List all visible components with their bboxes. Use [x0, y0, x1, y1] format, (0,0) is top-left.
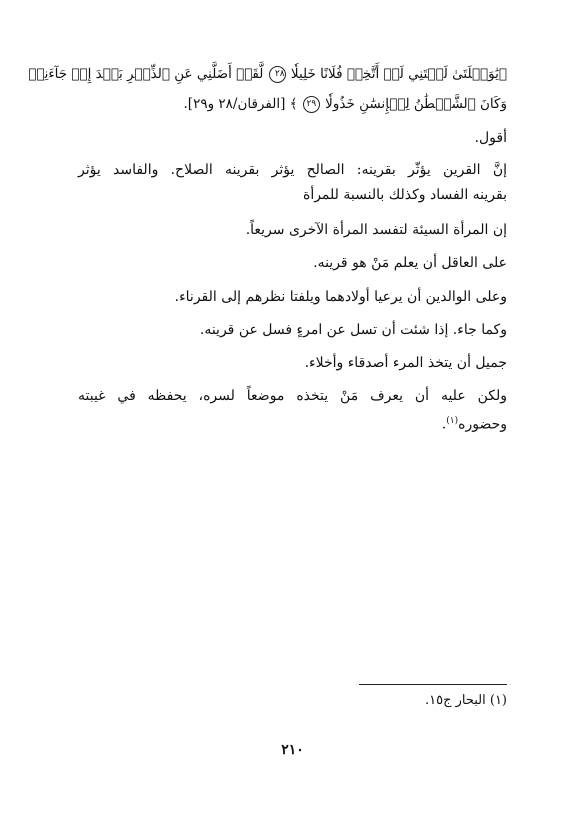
footnote-divider [359, 684, 507, 685]
paragraph-aqul: أقول. [474, 130, 507, 146]
paragraph-3: على العاقل أن يعلم مَنْ هو قرينه. [313, 255, 507, 271]
verse-text: ﴿يَٰوَيۡلَتَىٰ لَيۡتَنِي لَمۡ أَتَّخِذۡ فُلَانًا خَلِيلٗا [290, 66, 507, 82]
paragraph-7-line-2 [78, 411, 507, 435]
paragraph-7-text: وحضوره [458, 416, 507, 433]
footnote-reference: (١) [446, 416, 459, 426]
verse-text: وَكَانَ ٱلشَّيۡطَٰنُ لِلۡإِنسَٰنِ خَذُولٗا [325, 96, 507, 112]
verse-text: لَّقَدۡ أَضَلَّنِي عَنِ ٱلذِّكۡرِ بَعۡدَ إِذۡ جَآءَنِيۗ [28, 66, 264, 82]
page-number: ٢١٠ [281, 742, 304, 758]
paragraph-1-line-1: إنَّ القرين يؤثّر بقرينه: الصالح يؤثر بقرينه الصلاح. والفاسد يؤثر [78, 162, 507, 178]
quran-verse-line-2 [78, 94, 507, 114]
paragraph-7-line-1: ولكن عليه أن يعرف مَنْ يتخذه موضعاً لسره، يحفظه في غيبته [78, 388, 507, 404]
ayah-number-marker: ٢٨ [269, 66, 286, 83]
ayah-number-marker: ٢٩ [303, 96, 320, 113]
verse-citation: [الفرقان/٢٨ و٢٩]. [183, 96, 286, 112]
quran-verse-line-1 [28, 64, 507, 84]
paragraph-5: وكما جاء. إذا شئت أن تسل عن امرءٍ فسل عن قرينه. [199, 322, 507, 338]
paragraph-7-period: . [441, 416, 447, 433]
footnote: (١) البحار ج١٥. [424, 693, 507, 708]
paragraph-1-line-2: بقرينه الفساد وكذلك بالنسبة للمرأة [302, 187, 507, 203]
paragraph-6: جميل أن يتخذ المرء أصدقاء وأخلاء. [304, 355, 507, 371]
paragraph-2: إن المرأة السيئة لتفسد المرأة الآخرى سريعاً. [245, 222, 507, 238]
verse-close-bracket: ﴾ [289, 96, 298, 112]
paragraph-4: وعلى الوالدين أن يرعيا أولادهما ويلفتا نظرهم إلى القرناء. [174, 289, 507, 305]
